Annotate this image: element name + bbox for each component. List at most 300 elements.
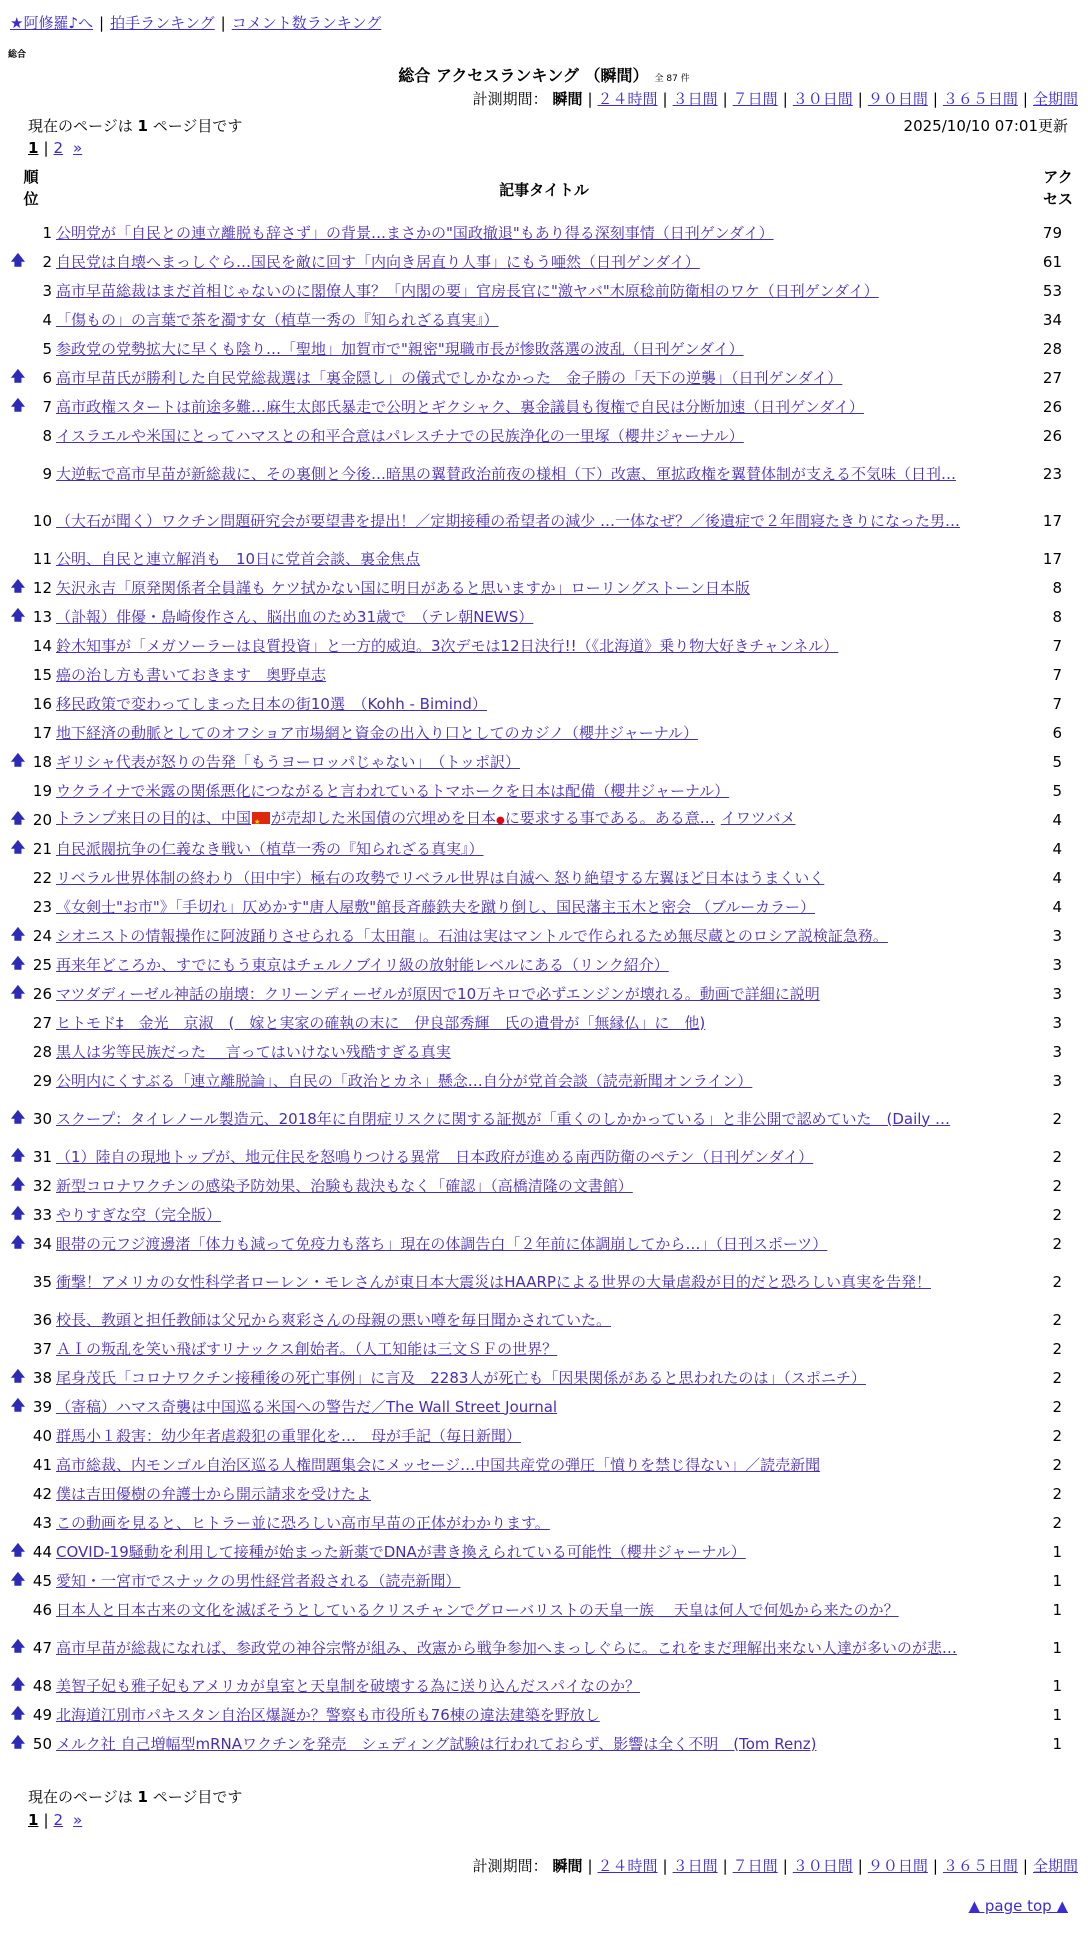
article-link[interactable]: イスラエルや米国にとってハマスとの和平合意はパレスチナでの民族浄化の一里塚（櫻井ジャーナル）	[56, 426, 744, 445]
article-link[interactable]: 矢沢永吉「原発関係者全員謹も ケツ拭かない国に明日があると思いますか」ローリングストーン日本版	[56, 578, 750, 597]
article-link[interactable]: スクープ：タイレノール製造元、2018年に自閉症リスクに関する証拠が「重くのしかかっている」と非公開で認めていた (Daily …	[56, 1109, 951, 1128]
article-link[interactable]: 僕は吉田優樹の弁護士から開示請求を受けたよ	[56, 1484, 372, 1503]
access-count: 34	[1042, 310, 1062, 329]
table-row	[0, 718, 1088, 747]
table-row	[0, 631, 1088, 660]
up-arrow-icon: 🡅	[10, 1397, 26, 1414]
article-title-cell	[54, 280, 1036, 302]
article-link[interactable]: 愛知・一宮市でスナックの男性経営者殺される（読売新聞）	[56, 1571, 461, 1590]
table-row	[0, 1450, 1088, 1479]
rank-number: 24	[32, 926, 52, 945]
article-title-cell	[54, 309, 1036, 331]
rank-number: 44	[32, 1542, 52, 1561]
rank-number: 12	[32, 578, 52, 597]
article-link[interactable]: 再来年どころか、すでにもう東京はチェルノブイリ級の放射能レベルにある（リンク紹介）	[56, 955, 669, 974]
rank-number: 28	[32, 1042, 52, 1061]
period-90d-link[interactable]: ９０日間	[867, 1857, 928, 1875]
article-title-cell	[54, 1512, 1036, 1534]
table-row	[0, 450, 1088, 497]
access-count: 2	[1052, 1176, 1062, 1195]
rank-number: 15	[32, 665, 52, 684]
table-row	[0, 1363, 1088, 1392]
page-info-suffix: ページ目です	[152, 117, 243, 135]
access-count: 3	[1052, 1013, 1062, 1032]
article-title-cell	[54, 1599, 1036, 1621]
up-arrow-icon: 🡅	[10, 607, 26, 624]
access-count: 2	[1052, 1147, 1062, 1166]
access-count: 1	[1052, 1734, 1062, 1753]
table-row	[0, 305, 1088, 334]
up-arrow-icon: 🡅	[10, 1368, 26, 1385]
access-count: 7	[1052, 665, 1062, 684]
access-count: 1	[1052, 1705, 1062, 1724]
period-all-link[interactable]: 全期間	[1032, 90, 1078, 108]
rank-number: 10	[32, 511, 52, 530]
up-arrow-icon: 🡅	[10, 839, 26, 856]
article-title-cell	[54, 367, 1036, 389]
rank-number: 25	[32, 955, 52, 974]
pager-top: 1 | 2 »	[28, 139, 83, 157]
rank-number: 47	[32, 1638, 52, 1657]
rank-number: 22	[32, 868, 52, 887]
table-row	[0, 334, 1088, 363]
article-title-cell	[54, 1675, 1036, 1697]
table-row	[0, 1142, 1088, 1171]
access-count: 7	[1052, 694, 1062, 713]
header-access: アク セス	[1042, 168, 1073, 208]
rank-number: 17	[32, 723, 52, 742]
article-link[interactable]: シオニストの情報操作に阿波踊りさせられる「太田龍」。石油は実はマントルで作られるため無尽蔵とのロシア説検証急務。	[56, 926, 888, 945]
table-row	[0, 1066, 1088, 1095]
access-count: 4	[1052, 868, 1062, 887]
article-link[interactable]: リベラル世界体制の終わり（田中宇）極右の攻勢でリベラル世界は自滅へ 怒り絶望する左翼ほど日本はうまくいく	[56, 868, 825, 887]
up-arrow-icon: 🡅	[10, 1571, 26, 1588]
article-title-cell	[54, 1367, 1036, 1389]
article-link[interactable]: 《女剣士"お市"》「手切れ」仄めかす"唐人屋敷"館長斉藤鉄夫を蹴り倒し、国民藩主玉木と密会 （ブルーカラー）	[56, 897, 815, 916]
article-link[interactable]: 参政党の党勢拡大に早くも陰り…「聖地」加賀市で"親密"現職市長が惨敗落選の波乱（日刊ゲンダイ）	[56, 339, 744, 358]
access-count: 26	[1042, 426, 1062, 445]
rank-number: 45	[32, 1571, 52, 1590]
article-link[interactable]: 地下経済の動脈としてのオフショア市場網と資金の出入り口としてのカジノ（櫻井ジャーナル）	[56, 723, 699, 742]
article-title-cell	[54, 1108, 1036, 1130]
period-365d-link[interactable]: ３６５日間	[942, 90, 1018, 108]
rank-number: 21	[32, 839, 52, 858]
period-all-link[interactable]: 全期間	[1032, 1857, 1078, 1875]
access-count: 1	[1052, 1600, 1062, 1619]
pager-next[interactable]: »	[73, 139, 83, 157]
access-count: 26	[1042, 397, 1062, 416]
table-row	[0, 1700, 1088, 1729]
rank-number: 4	[42, 310, 52, 329]
article-title-cell	[54, 1070, 1036, 1092]
table-row	[0, 1258, 1088, 1305]
table-row	[0, 1671, 1088, 1700]
rank-number: 46	[32, 1600, 52, 1619]
article-title-cell	[54, 606, 1036, 628]
access-count: 1	[1052, 1638, 1062, 1657]
up-arrow-icon: 🡅	[10, 1205, 26, 1222]
table-row	[0, 1392, 1088, 1421]
page-info-number: 1	[137, 117, 148, 135]
rank-number: 9	[42, 464, 52, 483]
access-count: 3	[1052, 955, 1062, 974]
article-title-cell	[54, 635, 1036, 657]
access-count: 61	[1042, 252, 1062, 271]
period-30d-link[interactable]: ３０日間	[792, 90, 853, 108]
access-count: 79	[1042, 223, 1062, 242]
access-count: 2	[1052, 1109, 1062, 1128]
page-info-suffix: ページ目です	[152, 1788, 243, 1806]
article-title-cell	[54, 1483, 1036, 1505]
access-count: 5	[1052, 752, 1062, 771]
pager-current-page[interactable]: 1	[28, 139, 39, 157]
article-title-cell	[54, 338, 1036, 360]
up-arrow-icon: 🡅	[10, 752, 26, 769]
article-link[interactable]: COVID-19騒動を利用して接種が始まった新薬でDNAが書き換えられている可能性（櫻井ジャーナル）	[56, 1542, 746, 1561]
article-link[interactable]: 高市政権スタートは前途多難…麻生太郎氏暴走で公明とギクシャク、裏金議員も復権で自民は分断加速（日刊ゲンダイ）	[56, 397, 864, 416]
up-arrow-icon: 🡅	[10, 252, 26, 269]
period-90d-link[interactable]: ９０日間	[867, 90, 928, 108]
article-link[interactable]: 高市早苗が総裁になれば、参政党の神谷宗幣が組み、改憲から戦争参加へまっしぐらに。これをまだ理解出来ない人達が多いのが悲…	[56, 1638, 957, 1657]
rank-number: 1	[42, 223, 52, 242]
rank-number: 30	[32, 1109, 52, 1128]
period-selector-bottom: 計測期間： 瞬間 | ２４時間 | ３日間 | ７日間 | ３０日間 | ９０日間 | ３６５日間 | 全期間	[472, 1857, 1078, 1875]
table-row	[0, 1305, 1088, 1334]
up-arrow-icon: 🡅	[10, 1234, 26, 1251]
rank-number: 5	[42, 339, 52, 358]
rank-number: 50	[32, 1734, 52, 1753]
rank-number: 32	[32, 1176, 52, 1195]
article-link[interactable]: 校長、教頭と担任教師は父兄から爽彩さんの母親の悪い噂を毎日聞かされていた。	[56, 1310, 612, 1329]
up-arrow-icon: 🡅	[10, 1176, 26, 1193]
rank-number: 41	[32, 1455, 52, 1474]
access-count: 27	[1042, 368, 1062, 387]
access-count: 2	[1052, 1205, 1062, 1224]
nav-separator: |	[220, 14, 226, 32]
table-row	[0, 1595, 1088, 1624]
rank-number: 49	[32, 1705, 52, 1724]
article-title-cell	[54, 1541, 1036, 1563]
rank-number: 29	[32, 1071, 52, 1090]
article-link[interactable]: （訃報）俳優・島崎俊作さん、脳出血のため31歳で （テレ朝NEWS）	[56, 607, 534, 626]
rank-number: 16	[32, 694, 52, 713]
article-link[interactable]: 「傷もの」の言葉で茶を濁す女（植草一秀の『知られざる真実』）	[56, 310, 499, 329]
updated-timestamp: 2025/10/10 07:01更新	[903, 117, 1068, 135]
article-title-cell	[54, 838, 1036, 860]
article-title-cell	[54, 425, 1036, 447]
table-row	[0, 892, 1088, 921]
article-title-cell	[54, 510, 1036, 532]
category-small-label: 総合	[8, 50, 27, 60]
up-arrow-icon: 🡅	[10, 1676, 26, 1693]
table-row	[0, 950, 1088, 979]
article-link[interactable]: 北海道江別市パキスタン自治区爆誕か？警察も市役所も76棟の違法建築を野放し	[56, 1705, 600, 1724]
page-info-bottom	[28, 1786, 242, 1807]
home-link[interactable]: ★阿修羅♪へ	[10, 14, 94, 32]
access-count: 2	[1052, 1339, 1062, 1358]
table-row	[0, 1421, 1088, 1450]
article-title-cell	[54, 983, 1036, 1005]
rank-number: 18	[32, 752, 52, 771]
period-current: 瞬間	[552, 90, 583, 108]
access-count: 8	[1052, 607, 1062, 626]
article-title-cell	[54, 954, 1036, 976]
table-row	[0, 805, 1088, 834]
article-link[interactable]: ギリシャ代表が怒りの告発「もうヨーロッパじゃない」 （トッポ訳）	[56, 752, 520, 771]
table-row	[0, 979, 1088, 1008]
pager-page-2[interactable]: 2	[53, 139, 64, 157]
article-link[interactable]: やりすぎな空（完全版）	[56, 1205, 222, 1224]
table-row	[0, 1171, 1088, 1200]
up-arrow-icon: 🡅	[10, 926, 26, 943]
article-link[interactable]: （寄稿）ハマス奇襲は中国巡る米国への警告だ／The Wall Street Journal	[56, 1397, 558, 1416]
article-title-cell	[54, 1175, 1036, 1197]
article-link[interactable]: ＡＩの叛乱を笑い飛ばすリナックス創始者。（人工知能は三文ＳＦの世界？	[56, 1339, 558, 1358]
article-title-cell	[54, 1012, 1036, 1034]
rank-number: 37	[32, 1339, 52, 1358]
pager-bottom: 1 | 2 »	[28, 1811, 83, 1829]
up-arrow-icon: 🡅	[10, 397, 26, 414]
pager-next[interactable]: »	[73, 1811, 83, 1829]
access-count: 2	[1052, 1234, 1062, 1253]
table-row	[0, 1095, 1088, 1142]
pager-page-2[interactable]: 2	[53, 1811, 64, 1829]
table-row	[0, 497, 1088, 544]
article-author: イワツバメ	[720, 809, 796, 827]
article-title-cell	[54, 1704, 1036, 1726]
period-24h-link[interactable]: ２４時間	[597, 90, 658, 108]
header-title: 記事タイトル	[499, 181, 589, 199]
table-row	[0, 776, 1088, 805]
rank-number: 33	[32, 1205, 52, 1224]
article-title-cell	[54, 1233, 1036, 1255]
up-arrow-icon: 🡅	[10, 1109, 26, 1126]
article-title-cell	[54, 1146, 1036, 1168]
comment-ranking-link[interactable]: コメント数ランキング	[231, 14, 382, 32]
up-arrow-icon: 🡅	[10, 1734, 26, 1751]
table-row	[0, 363, 1088, 392]
up-arrow-icon: 🡅	[10, 368, 26, 385]
rank-number: 31	[32, 1147, 52, 1166]
article-link[interactable]: 自民党は自壊へまっしぐら…国民を敵に回す「内向き居直り人事」にもう唖然（日刊ゲンダイ）	[56, 252, 700, 271]
article-link[interactable]: （1）陸自の現地トップが、地元住民を怒鳴りつける異常 日本政府が進める南西防衛のペテン（日刊ゲンダイ）	[56, 1147, 814, 1166]
article-title-cell	[54, 1637, 1036, 1659]
period-24h-link[interactable]: ２４時間	[597, 1857, 658, 1875]
rank-number: 6	[42, 368, 52, 387]
table-row	[0, 1624, 1088, 1671]
rank-number: 42	[32, 1484, 52, 1503]
access-count: 2	[1052, 1397, 1062, 1416]
article-title-cell	[54, 1338, 1036, 1360]
up-arrow-icon: 🡅	[10, 578, 26, 595]
article-title-cell	[54, 1454, 1036, 1476]
pager-current-page[interactable]: 1	[28, 1811, 39, 1829]
access-count: 1	[1052, 1676, 1062, 1695]
up-arrow-icon: 🡅	[10, 1705, 26, 1722]
up-arrow-icon: 🡅	[10, 955, 26, 972]
access-count: 2	[1052, 1484, 1062, 1503]
access-count: 53	[1042, 281, 1062, 300]
article-link[interactable]: 高市総裁、内モンゴル自治区巡る人権問題集会にメッセージ…中国共産党の弾圧「憤りを禁じ得ない」／読売新聞	[56, 1455, 821, 1474]
article-title-cell	[54, 722, 1036, 744]
access-count: 1	[1052, 1571, 1062, 1590]
header-rank: 順 位	[23, 168, 39, 208]
page-top-link[interactable]: ▲ page top ▲	[968, 1897, 1068, 1915]
rank-number: 26	[32, 984, 52, 1003]
article-link[interactable]: 日本人と日本古来の文化を滅ぼそうとしているクリスチャンでグローバリストの天皇一族 ＿天皇は何人で何処から来たのか？	[56, 1600, 899, 1619]
article-link[interactable]: 公明内にくすぶる「連立離脱論」、自民の「政治とカネ」懸念…自分が党首会談（読売新聞オンライン）	[56, 1071, 753, 1090]
article-link[interactable]: 黒人は劣等民族だった ＿言ってはいけない残酷すぎる真実	[56, 1042, 451, 1061]
table-row	[0, 1334, 1088, 1363]
table-row	[0, 1008, 1088, 1037]
rank-number: 20	[32, 810, 52, 829]
article-link[interactable]: 公明党が「自民との連立離脱も辞さず」の背景…まさかの"国政撤退"もあり得る深刻事情（日刊ゲンダイ）	[56, 223, 774, 242]
access-count: 2	[1052, 1426, 1062, 1445]
access-count: 2	[1052, 1455, 1062, 1474]
rank-number: 7	[42, 397, 52, 416]
rank-number: 2	[42, 252, 52, 271]
article-title-cell	[54, 693, 1036, 715]
article-title-cell	[54, 1425, 1036, 1447]
article-link[interactable]: メルク社 自己増幅型mRNAワクチンを発売 シェディング試験は行われておらず、影響は全く不明 (Tom Renz)	[56, 1734, 817, 1753]
article-link[interactable]: 公明、自民と連立解消も 10日に党首会談、裏金焦点	[56, 549, 421, 568]
article-title-cell	[54, 463, 1036, 485]
article-title-cell	[54, 396, 1036, 418]
period-30d-link[interactable]: ３０日間	[792, 1857, 853, 1875]
article-link[interactable]: 高市早苗氏が勝利した自民党総裁選は「裏金隠し」の儀式でしかなかった 金子勝の「天下の逆襲」（日刊ゲンダイ）	[56, 368, 843, 387]
article-link[interactable]: 癌の治し方も書いておきます 奥野卓志	[56, 665, 327, 684]
article-link[interactable]: 大逆転で高市早苗が新総裁に、その裏側と今後…暗黒の翼賛政治前夜の様相（下）改憲、軍拡政権を翼賛体制が支える不気味（日刊…	[56, 464, 957, 483]
up-arrow-icon: 🡅	[10, 1638, 26, 1655]
period-3d-link[interactable]: ３日間	[672, 90, 718, 108]
rank-number: 13	[32, 607, 52, 626]
rank-number: 19	[32, 781, 52, 800]
article-title-cell	[54, 1733, 1036, 1755]
article-link[interactable]: 自民派閥抗争の仁義なき戦い（植草一秀の『知られざる真実』）	[56, 839, 484, 858]
table-row	[0, 689, 1088, 718]
access-count: 7	[1052, 636, 1062, 655]
article-link[interactable]: この動画を見ると、ヒトラー並に恐ろしい高市早苗の正体がわかります。	[56, 1513, 550, 1532]
article-link[interactable]: 鈴木知事が「メガソーラーは良質投資」と一方的威迫。3次デモは12日決行!!（《北海道》乗り物大好きチャンネル）	[56, 636, 839, 655]
table-row	[0, 421, 1088, 450]
table-row	[0, 544, 1088, 573]
period-3d-link[interactable]: ３日間	[672, 1857, 718, 1875]
rank-number: 36	[32, 1310, 52, 1329]
article-title-cell	[54, 751, 1036, 773]
period-label: 計測期間：	[472, 90, 548, 108]
ranking-table	[0, 218, 1088, 1758]
china-flag-icon	[252, 812, 270, 824]
article-link[interactable]: 高市早苗総裁はまだ首相じゃないのに閣僚人事？「内閣の要」官房長官に"激ヤバ"木原稔前防衛相のワケ（日刊ゲンダイ）	[56, 281, 879, 300]
access-count: 1	[1052, 1542, 1062, 1561]
access-count: 4	[1052, 810, 1062, 829]
article-link[interactable]: 新型コロナワクチンの感染予防効果、治験も裁決もなく「確認」（高橋清隆の文書館）	[56, 1176, 633, 1195]
access-count: 6	[1052, 723, 1062, 742]
article-title-cell	[54, 807, 1036, 832]
table-row	[0, 1537, 1088, 1566]
article-title-cell	[54, 1396, 1036, 1418]
article-title-cell	[54, 251, 1036, 273]
rank-number: 11	[32, 549, 52, 568]
article-link[interactable]: 尾身茂氏「コロナワクチン接種後の死亡事例」に言及 2283人が死亡も「因果関係があると思われたのは」（スポニチ）	[56, 1368, 866, 1387]
applause-ranking-link[interactable]: 拍手ランキング	[110, 14, 215, 32]
rank-number: 23	[32, 897, 52, 916]
article-title-cell	[54, 925, 1036, 947]
up-arrow-icon: 🡅	[10, 984, 26, 1001]
article-link[interactable]: ウクライナで米露の関係悪化につながると言われているトマホークを日本は配備（櫻井ジャーナル）	[56, 781, 730, 800]
page-info-number: 1	[137, 1788, 148, 1806]
article-link[interactable]: トランプ来日の目的は、中国★ が売却した米国債の穴埋めを日本●に要求する事である。ある意… イワツバメ	[56, 809, 795, 827]
article-link[interactable]: マツダディーゼル神話の崩壊：クリーンディーゼルが原因で10万キロで必ずエンジンが壊れる。動画で詳細に説明	[56, 984, 820, 1003]
access-count: 2	[1052, 1310, 1062, 1329]
table-row	[0, 1229, 1088, 1258]
table-row	[0, 1729, 1088, 1758]
access-count: 4	[1052, 897, 1062, 916]
article-link[interactable]: ヒトモド‡ 金光 京淑 ( 嫁と実家の確執の末に 伊良部秀輝 氏の遺骨が「無縁仏」に 他)	[56, 1013, 706, 1032]
page-title-text: 総合 アクセスランキング （瞬間）	[398, 66, 649, 85]
article-title-cell	[54, 1309, 1036, 1331]
article-link[interactable]: 群馬小１殺害：幼少年者虐殺犯の重罪化を… 母が手記（毎日新聞）	[56, 1426, 522, 1445]
rank-number: 39	[32, 1397, 52, 1416]
period-365d-link[interactable]: ３６５日間	[942, 1857, 1018, 1875]
total-count: 全 87 件	[654, 74, 690, 84]
article-title-cell	[54, 896, 1036, 918]
period-current: 瞬間	[552, 1857, 583, 1875]
period-selector-top: 計測期間： 瞬間 | ２４時間 | ３日間 | ７日間 | ３０日間 | ９０日間 | ３６５日間 | 全期間	[472, 90, 1078, 108]
top-nav	[10, 12, 381, 33]
page-info-prefix: 現在のページは	[28, 117, 133, 135]
rank-number: 34	[32, 1234, 52, 1253]
article-link[interactable]: 移民政策で変わってしまった日本の街10選 （Kohh - Bimind）	[56, 694, 487, 713]
table-row	[0, 921, 1088, 950]
access-count: 2	[1052, 1368, 1062, 1387]
table-row	[0, 1479, 1088, 1508]
table-row	[0, 573, 1088, 602]
up-arrow-icon: 🡅	[10, 1147, 26, 1164]
period-7d-link[interactable]: ７日間	[732, 90, 778, 108]
up-arrow-icon: 🡅	[10, 1542, 26, 1559]
up-arrow-icon: 🡅	[10, 810, 26, 827]
article-link[interactable]: 眼帯の元フジ渡邊渚「体力も減って免疫力も落ち」現在の体調告白「２年前に体調崩してから…」（日刊スポーツ）	[56, 1234, 828, 1253]
rank-number: 38	[32, 1368, 52, 1387]
page-info-top	[28, 115, 242, 136]
rank-number: 3	[42, 281, 52, 300]
period-7d-link[interactable]: ７日間	[732, 1857, 778, 1875]
rank-number: 35	[32, 1272, 52, 1291]
access-count: 4	[1052, 839, 1062, 858]
access-count: 2	[1052, 1513, 1062, 1532]
access-count: 8	[1052, 578, 1062, 597]
article-title-cell	[54, 1271, 1036, 1293]
access-count: 3	[1052, 984, 1062, 1003]
table-row	[0, 747, 1088, 776]
article-title-cell	[54, 867, 1036, 889]
table-row	[0, 660, 1088, 689]
access-count: 28	[1042, 339, 1062, 358]
page-title	[0, 63, 1088, 86]
article-title-cell	[54, 577, 1036, 599]
article-link[interactable]: （大石が聞く）ワクチン問題研究会が要望書を提出！／定期接種の希望者の減少 …一体なぜ？／後遺症で２年間寝たきりになった男…	[56, 511, 961, 530]
article-title-cell	[54, 222, 1036, 244]
article-link[interactable]: 美智子妃も雅子妃もアメリカが皇室と天皇制を破壊する為に送り込んだスパイなのか？	[56, 1676, 640, 1695]
table-row	[0, 392, 1088, 421]
table-row	[0, 247, 1088, 276]
table-row	[0, 1037, 1088, 1066]
article-link[interactable]: 衝撃！アメリカの女性科学者ローレン・モレさんが東日本大震災はHAARPによる世界の大量虐殺が目的だと恐ろしい真実を告発！	[56, 1272, 931, 1291]
rank-number: 43	[32, 1513, 52, 1532]
article-title-cell	[54, 548, 1036, 570]
page-info-prefix: 現在のページは	[28, 1788, 133, 1806]
